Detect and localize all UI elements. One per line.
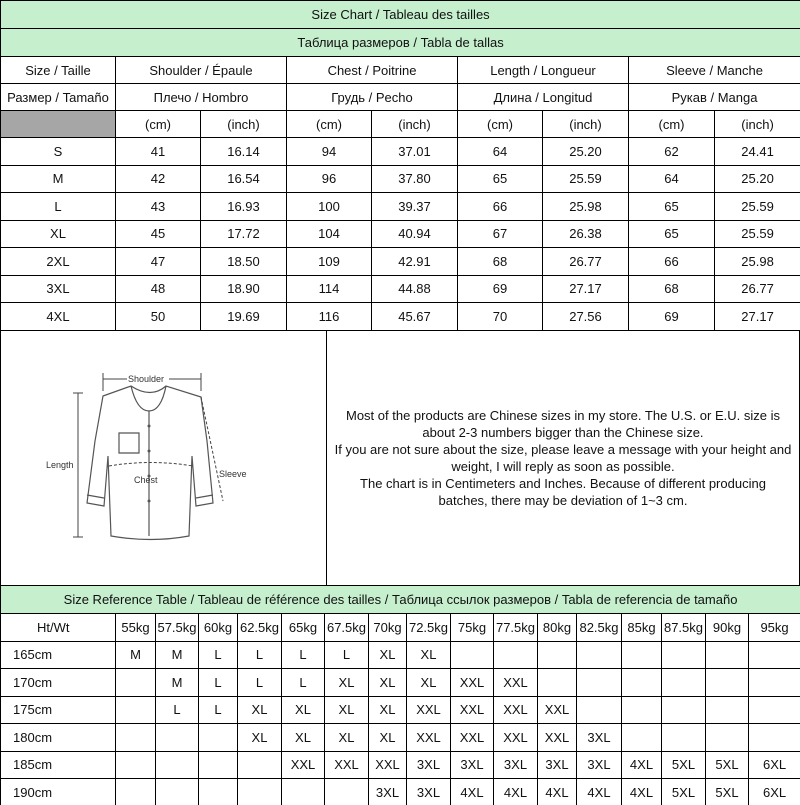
shirt-measure-icon bbox=[1, 331, 327, 585]
size-recommendation-cell: XL bbox=[282, 724, 325, 752]
measure-cell: 96 bbox=[287, 165, 372, 193]
size-recommendation-cell: M bbox=[156, 669, 199, 697]
size-recommendation-cell: 3XL bbox=[538, 751, 577, 779]
size-recommendation-cell: XXL bbox=[494, 696, 538, 724]
size-reference-table bbox=[0, 585, 800, 805]
size-recommendation-cell: L bbox=[282, 641, 325, 669]
note-line: batches, there may be deviation of 1~3 cm. bbox=[438, 492, 688, 508]
weight-header: 85kg bbox=[622, 613, 662, 641]
size-cell: M bbox=[1, 165, 116, 193]
measure-cell: 62 bbox=[629, 138, 715, 166]
weight-header: 87.5kg bbox=[662, 613, 706, 641]
size-recommendation-cell bbox=[116, 669, 156, 697]
measure-cell: 68 bbox=[458, 248, 543, 276]
weight-header: 67.5kg bbox=[325, 613, 369, 641]
size-recommendation-cell: 5XL bbox=[706, 779, 749, 805]
table-row bbox=[1, 138, 800, 166]
measure-cell: 65 bbox=[629, 193, 715, 221]
note-line: weight, I will reply as soon as possible. bbox=[451, 458, 675, 474]
height-cell: 190cm bbox=[1, 779, 116, 805]
size-note bbox=[331, 407, 796, 509]
note-line: Most of the products are Chinese sizes in my store. The U.S. or E.U. size is bbox=[346, 407, 780, 423]
measure-cell: 45 bbox=[116, 220, 201, 248]
size-recommendation-cell bbox=[238, 751, 282, 779]
size-recommendation-cell: XL bbox=[369, 641, 407, 669]
measure-cell: 44.88 bbox=[372, 275, 458, 303]
size-recommendation-cell: L bbox=[238, 669, 282, 697]
size-label-2: Размер / Tamaño bbox=[1, 84, 116, 111]
table-row bbox=[1, 248, 800, 276]
size-recommendation-cell bbox=[156, 779, 199, 805]
table-row bbox=[1, 193, 800, 221]
measure-cell: 47 bbox=[116, 248, 201, 276]
measure-cell: 27.56 bbox=[543, 303, 629, 331]
measure-cell: 25.59 bbox=[715, 220, 800, 248]
size-recommendation-cell: 5XL bbox=[662, 751, 706, 779]
measure-cell: 26.77 bbox=[543, 248, 629, 276]
size-recommendation-cell: XXL bbox=[538, 724, 577, 752]
size-recommendation-cell: XXL bbox=[494, 669, 538, 697]
note-line: If you are not sure about the size, please leave a message with your height and bbox=[334, 441, 792, 457]
measure-cell: 16.93 bbox=[201, 193, 287, 221]
size-recommendation-cell: XXL bbox=[451, 696, 494, 724]
measure-cell: 65 bbox=[458, 165, 543, 193]
size-recommendation-cell bbox=[622, 696, 662, 724]
measure-cell: 69 bbox=[629, 303, 715, 331]
shirt-diagram bbox=[1, 331, 327, 585]
size-recommendation-cell bbox=[622, 669, 662, 697]
size-recommendation-cell: 6XL bbox=[749, 779, 800, 805]
table-row bbox=[1, 779, 800, 805]
size-recommendation-cell bbox=[238, 779, 282, 805]
size-recommendation-cell: XXL bbox=[538, 696, 577, 724]
measure-cell: 16.14 bbox=[201, 138, 287, 166]
table-row bbox=[1, 303, 800, 331]
size-recommendation-cell: XXL bbox=[407, 724, 451, 752]
size-recommendation-cell bbox=[538, 641, 577, 669]
size-recommendation-cell: 3XL bbox=[451, 751, 494, 779]
size-recommendation-cell bbox=[116, 696, 156, 724]
size-recommendation-cell: 4XL bbox=[577, 779, 622, 805]
measure-cell: 37.01 bbox=[372, 138, 458, 166]
measure-cell: 25.59 bbox=[715, 193, 800, 221]
sleeve-header-2: Рукав / Manga bbox=[629, 84, 800, 111]
height-cell: 180cm bbox=[1, 724, 116, 752]
height-cell: 165cm bbox=[1, 641, 116, 669]
size-recommendation-cell bbox=[662, 669, 706, 697]
measure-cell: 116 bbox=[287, 303, 372, 331]
info-section bbox=[0, 331, 800, 585]
shoulder-header-2: Плечо / Hombro bbox=[116, 84, 287, 111]
size-recommendation-cell: 4XL bbox=[451, 779, 494, 805]
measure-cell: 114 bbox=[287, 275, 372, 303]
size-recommendation-cell bbox=[156, 724, 199, 752]
size-recommendation-cell bbox=[116, 724, 156, 752]
measure-cell: 25.20 bbox=[715, 165, 800, 193]
size-recommendation-cell bbox=[577, 641, 622, 669]
measure-cell: 109 bbox=[287, 248, 372, 276]
unit-header: (inch) bbox=[543, 111, 629, 138]
weight-header: 55kg bbox=[116, 613, 156, 641]
unit-header: (cm) bbox=[287, 111, 372, 138]
weight-header: 82.5kg bbox=[577, 613, 622, 641]
measure-cell: 25.98 bbox=[715, 248, 800, 276]
weight-header: 80kg bbox=[538, 613, 577, 641]
size-label: Size / Taille bbox=[1, 57, 116, 84]
measure-cell: 25.59 bbox=[543, 165, 629, 193]
size-recommendation-cell bbox=[749, 669, 800, 697]
size-recommendation-cell bbox=[156, 751, 199, 779]
gray-corner-cell bbox=[1, 111, 116, 138]
size-recommendation-cell: L bbox=[156, 696, 199, 724]
measure-cell: 18.90 bbox=[201, 275, 287, 303]
size-recommendation-cell bbox=[116, 779, 156, 805]
shoulder-header: Shoulder / Épaule bbox=[116, 57, 287, 84]
sleeve-header: Sleeve / Manche bbox=[629, 57, 800, 84]
size-recommendation-cell: 3XL bbox=[369, 779, 407, 805]
size-recommendation-cell bbox=[749, 724, 800, 752]
measure-cell: 43 bbox=[116, 193, 201, 221]
size-recommendation-cell: XL bbox=[238, 724, 282, 752]
size-recommendation-cell: L bbox=[199, 696, 238, 724]
measure-cell: 25.98 bbox=[543, 193, 629, 221]
measure-cell: 18.50 bbox=[201, 248, 287, 276]
chest-label: Chest bbox=[134, 474, 158, 485]
measure-cell: 70 bbox=[458, 303, 543, 331]
measure-cell: 104 bbox=[287, 220, 372, 248]
size-recommendation-cell: XXL bbox=[369, 751, 407, 779]
size-recommendation-cell: 3XL bbox=[407, 779, 451, 805]
table-row bbox=[1, 724, 800, 752]
size-recommendation-cell bbox=[494, 641, 538, 669]
measure-cell: 16.54 bbox=[201, 165, 287, 193]
size-recommendation-cell: 3XL bbox=[494, 751, 538, 779]
size-recommendation-cell bbox=[706, 669, 749, 697]
size-recommendation-cell: XL bbox=[369, 696, 407, 724]
size-recommendation-cell bbox=[706, 696, 749, 724]
size-recommendation-cell: XL bbox=[369, 669, 407, 697]
weight-header: 70kg bbox=[369, 613, 407, 641]
measure-cell: 68 bbox=[629, 275, 715, 303]
weight-header: 57.5kg bbox=[156, 613, 199, 641]
size-recommendation-cell: XXL bbox=[494, 724, 538, 752]
measure-cell: 50 bbox=[116, 303, 201, 331]
measure-cell: 27.17 bbox=[543, 275, 629, 303]
size-recommendation-cell: L bbox=[199, 641, 238, 669]
measure-cell: 40.94 bbox=[372, 220, 458, 248]
measure-cell: 48 bbox=[116, 275, 201, 303]
size-cell: XL bbox=[1, 220, 116, 248]
size-recommendation-cell: 4XL bbox=[494, 779, 538, 805]
height-cell: 175cm bbox=[1, 696, 116, 724]
unit-header: (cm) bbox=[116, 111, 201, 138]
size-recommendation-cell bbox=[577, 696, 622, 724]
measure-cell: 66 bbox=[458, 193, 543, 221]
note-line: The chart is in Centimeters and Inches. Because of different producing bbox=[360, 475, 766, 491]
size-recommendation-cell bbox=[622, 641, 662, 669]
weight-header: 75kg bbox=[451, 613, 494, 641]
unit-header: (cm) bbox=[629, 111, 715, 138]
measure-cell: 39.37 bbox=[372, 193, 458, 221]
unit-header: (inch) bbox=[201, 111, 287, 138]
size-recommendation-cell: XL bbox=[325, 724, 369, 752]
size-recommendation-cell: 4XL bbox=[538, 779, 577, 805]
sleeve-label: Sleeve bbox=[219, 468, 247, 479]
size-recommendation-cell bbox=[282, 779, 325, 805]
size-recommendation-cell: XL bbox=[369, 724, 407, 752]
measure-cell: 66 bbox=[629, 248, 715, 276]
chest-header-2: Грудь / Pecho bbox=[287, 84, 458, 111]
size-recommendation-cell: L bbox=[199, 669, 238, 697]
measure-cell: 94 bbox=[287, 138, 372, 166]
size-recommendation-cell bbox=[706, 641, 749, 669]
size-recommendation-cell bbox=[662, 696, 706, 724]
note-line: about 2-3 numbers bigger than the Chinese size. bbox=[422, 424, 704, 440]
size-recommendation-cell: 3XL bbox=[407, 751, 451, 779]
size-recommendation-cell bbox=[199, 724, 238, 752]
size-recommendation-cell: L bbox=[238, 641, 282, 669]
unit-header: (cm) bbox=[458, 111, 543, 138]
table-row bbox=[1, 669, 800, 697]
size-cell: 3XL bbox=[1, 275, 116, 303]
shoulder-label: Shoulder bbox=[128, 373, 165, 384]
size-recommendation-cell: XXL bbox=[282, 751, 325, 779]
size-recommendation-cell: 3XL bbox=[577, 751, 622, 779]
size-recommendation-cell bbox=[451, 641, 494, 669]
size-recommendation-cell: XXL bbox=[451, 724, 494, 752]
size-recommendation-cell bbox=[577, 669, 622, 697]
size-recommendation-cell bbox=[199, 779, 238, 805]
table-row bbox=[1, 641, 800, 669]
measure-cell: 37.80 bbox=[372, 165, 458, 193]
length-header-2: Длина / Longitud bbox=[458, 84, 629, 111]
size-recommendation-cell bbox=[538, 669, 577, 697]
size-cell: L bbox=[1, 193, 116, 221]
weight-header: 95kg bbox=[749, 613, 800, 641]
size-recommendation-cell: XXL bbox=[407, 696, 451, 724]
measure-cell: 67 bbox=[458, 220, 543, 248]
weight-header: 65kg bbox=[282, 613, 325, 641]
height-cell: 170cm bbox=[1, 669, 116, 697]
table-row bbox=[1, 275, 800, 303]
size-recommendation-cell bbox=[662, 641, 706, 669]
size-recommendation-cell: XL bbox=[407, 641, 451, 669]
size-recommendation-cell: 6XL bbox=[749, 751, 800, 779]
size-recommendation-cell: XL bbox=[238, 696, 282, 724]
size-chart-title: Size Chart / Tableau des tailles bbox=[1, 1, 800, 29]
measure-cell: 45.67 bbox=[372, 303, 458, 331]
height-cell: 185cm bbox=[1, 751, 116, 779]
size-recommendation-cell: XXL bbox=[325, 751, 369, 779]
size-cell: 4XL bbox=[1, 303, 116, 331]
weight-header: 60kg bbox=[199, 613, 238, 641]
size-recommendation-cell bbox=[622, 724, 662, 752]
measure-cell: 64 bbox=[458, 138, 543, 166]
weight-header: 72.5kg bbox=[407, 613, 451, 641]
measure-cell: 17.72 bbox=[201, 220, 287, 248]
length-label: Length bbox=[46, 459, 74, 470]
measure-cell: 42.91 bbox=[372, 248, 458, 276]
size-recommendation-cell: M bbox=[156, 641, 199, 669]
length-header: Length / Longueur bbox=[458, 57, 629, 84]
note-cell bbox=[327, 331, 799, 585]
unit-header: (inch) bbox=[372, 111, 458, 138]
measure-cell: 24.41 bbox=[715, 138, 800, 166]
table-row bbox=[1, 220, 800, 248]
weight-header: 77.5kg bbox=[494, 613, 538, 641]
size-recommendation-cell bbox=[749, 641, 800, 669]
size-recommendation-cell: L bbox=[325, 641, 369, 669]
size-recommendation-cell: XL bbox=[325, 696, 369, 724]
measure-cell: 26.38 bbox=[543, 220, 629, 248]
size-recommendation-cell bbox=[199, 751, 238, 779]
measure-cell: 19.69 bbox=[201, 303, 287, 331]
size-cell: 2XL bbox=[1, 248, 116, 276]
size-recommendation-cell bbox=[749, 696, 800, 724]
size-recommendation-cell bbox=[116, 751, 156, 779]
measure-cell: 25.20 bbox=[543, 138, 629, 166]
measure-cell: 69 bbox=[458, 275, 543, 303]
measure-cell: 27.17 bbox=[715, 303, 800, 331]
measure-cell: 65 bbox=[629, 220, 715, 248]
size-chart-subtitle: Таблица размеров / Tabla de tallas bbox=[1, 29, 800, 57]
size-recommendation-cell: 5XL bbox=[706, 751, 749, 779]
measure-cell: 42 bbox=[116, 165, 201, 193]
size-recommendation-cell: 4XL bbox=[622, 751, 662, 779]
measure-cell: 26.77 bbox=[715, 275, 800, 303]
weight-header: 62.5kg bbox=[238, 613, 282, 641]
size-recommendation-cell bbox=[325, 779, 369, 805]
size-recommendation-cell: M bbox=[116, 641, 156, 669]
size-recommendation-cell: XXL bbox=[451, 669, 494, 697]
size-recommendation-cell bbox=[706, 724, 749, 752]
size-recommendation-cell: 5XL bbox=[662, 779, 706, 805]
table-row bbox=[1, 165, 800, 193]
measure-cell: 100 bbox=[287, 193, 372, 221]
size-recommendation-cell: L bbox=[282, 669, 325, 697]
measure-cell: 41 bbox=[116, 138, 201, 166]
table-row bbox=[1, 751, 800, 779]
chest-header: Chest / Poitrine bbox=[287, 57, 458, 84]
size-recommendation-cell: XL bbox=[325, 669, 369, 697]
table-row bbox=[1, 696, 800, 724]
measure-cell: 64 bbox=[629, 165, 715, 193]
unit-header: (inch) bbox=[715, 111, 800, 138]
size-recommendation-cell: XL bbox=[407, 669, 451, 697]
reference-title: Size Reference Table / Tableau de référence des tailles / Таблица ссылок размеров / Tabla de referencia de tamaño bbox=[1, 585, 800, 613]
size-recommendation-cell: 4XL bbox=[622, 779, 662, 805]
ht-wt-corner: Ht/Wt bbox=[1, 613, 116, 641]
size-recommendation-cell bbox=[662, 724, 706, 752]
size-cell: S bbox=[1, 138, 116, 166]
size-recommendation-cell: XL bbox=[282, 696, 325, 724]
weight-header: 90kg bbox=[706, 613, 749, 641]
size-recommendation-cell: 3XL bbox=[577, 724, 622, 752]
size-chart-table bbox=[0, 0, 800, 331]
